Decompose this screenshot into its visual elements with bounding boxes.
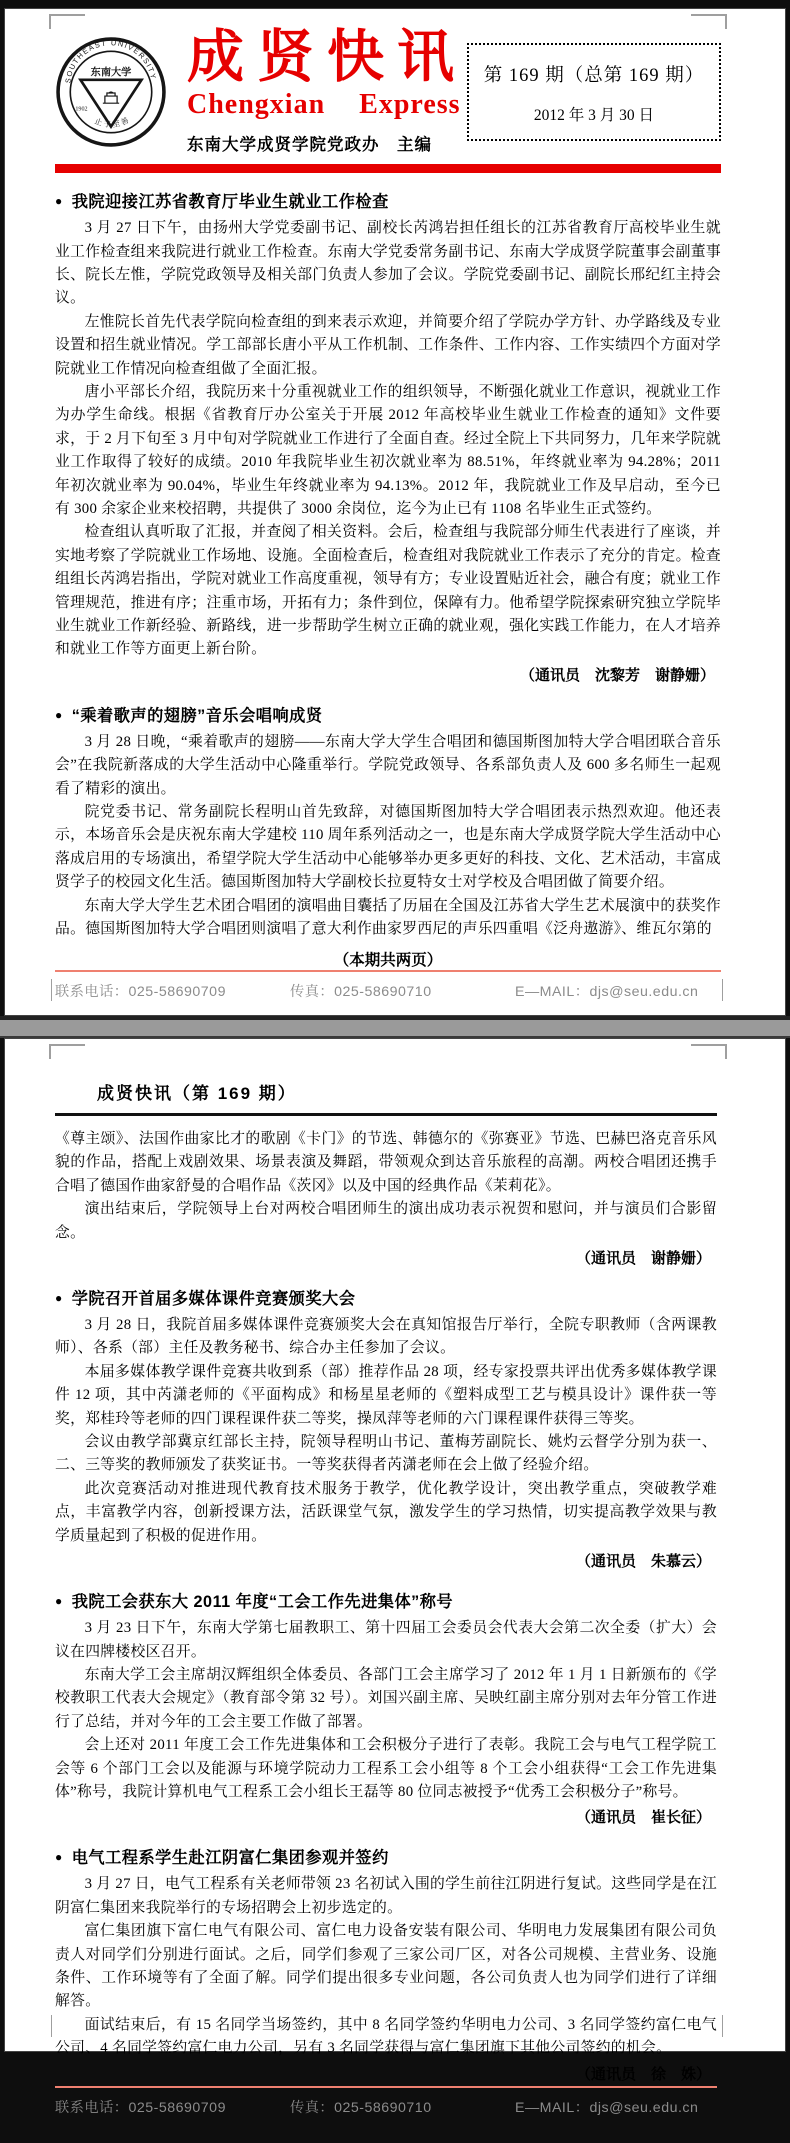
university-seal-logo (55, 36, 167, 148)
page-footer (55, 970, 721, 1027)
publisher-line: 东南大学成贤学院党政办 主编 (187, 136, 432, 155)
article-electrical-visit (55, 1831, 717, 2085)
paragraph: 唐小平部长介绍，我院历来十分重视就业工作的组织领导，不断强化就业工作意识，视就业工作为办学生命线。根据《省教育厅办公室关于开展 2012 年高校毕业生就业工作检查的通知》文件要求，于 2 月下旬至 3 月中旬对学院就业工作进行了全面自查。经过全院上下共同努力，几年来学院就业工作取得了较好的成绩。2010 年我院毕业生初次就业率为 88.51%，年终就业率为 94.28%；2011 年初次就业率为 90.04%，毕业生年终就业率为 94.13%。2012 年，我院就业工作及早启动，至今已有 300 余家企业来校招聘，共提供了 3000 余岗位，迄今为止已有 1108 名毕业生正式签约。 (55, 383, 721, 517)
issue-date: 2012 年 3 月 30 日 (533, 107, 655, 125)
paragraph: 检查组认真听取了汇报，并查阅了相关资料。会后，检查组与我院部分师生代表进行了座谈，并实地考察了学院就业工作场地、设施。全面检查后，检查组对我院就业工作表示了充分的肯定。检查组组长芮鸿岩指出，学院对就业工作高度重视，领导有方；专业设置贴近社会，融合有度；就业工作管理规范，推进有序；注重市场，开拓有力；条件到位，保障有力。他希望学院探索研究独立学院毕业生就业工作新经验、新路线，进一步帮助学生树立正确的就业观，强化实践工作能力，在人才培养和就业工作等方面更上新台阶。 (55, 524, 721, 658)
newsletter-title-cn: 成贤快讯 (187, 26, 467, 89)
article-union-honor (55, 1575, 717, 1829)
correspondent-signature: （通讯员 谢静姗） (575, 1251, 711, 1268)
article-concert (55, 689, 721, 942)
newsletter-header (55, 26, 721, 155)
correspondent-signature: （通讯员 徐 姝） (575, 2066, 711, 2083)
article-title (55, 1285, 717, 1309)
page-2 (4, 1038, 786, 2116)
paragraph: 3 月 27 日下午，由扬州大学党委副书记、副校长芮鸿岩担任组长的江苏省教育厅高校毕业生就业工作检查组来我院进行就业工作检查。东南大学党委常务副书记、东南大学成贤学院董事会副董事长、院长左惟，学院党政领导及相关部门负责人参加了会议。学院党委副书记、副院长邢纪红主持会议。 (55, 220, 721, 307)
paragraph: 本届多媒体教学课件竞赛共收到系（部）推荐作品 28 项，经专家投票共评出优秀多媒体教学课件 12 项，其中芮潇老师的《平面构成》和杨星星老师的《塑料成型工艺与模具设计》课件获一等奖，郑桂玲等老师的四门课程课件获二等奖，操凤萍等老师的六门课程课件获得三等奖。 (55, 1363, 717, 1427)
paragraph: 此次竞赛活动对推进现代教育技术服务于教学，优化教学设计，突出教学重点，突破教学难点，丰富教学内容，创新授课方法，活跃课堂气氛，激发学生的学习热情，切实提高教学效果与教学质量起到了积极的促进作用。 (55, 1480, 717, 1544)
crop-mark-top-left-icon (49, 14, 85, 29)
article-title-text: “乘着歌声的翅膀”音乐会唱响成贤 (71, 706, 323, 725)
bullet-icon: ● (55, 1291, 63, 1306)
crop-mark-bottom-right-icon (722, 2015, 723, 2037)
bullet-icon: ● (55, 1850, 63, 1865)
paragraph: 会上还对 2011 年度工会工作先进集体和工会积极分子进行了表彰。我院工会与电气工程学院工会等 6 个部门工会以及能源与环境学院动力工程系工会小组等 8 个工会小组获得“工会工作先进集体”称号，我院计算机电气工程系工会小组长王磊等 80 位同志被授予“优秀工会积极分子”称号。 (55, 1737, 717, 1800)
header-red-rule (55, 164, 721, 173)
footer-phone: 联系电话：025-58690709 (55, 2099, 226, 2116)
paragraph: 富仁集团旗下富仁电气有限公司、富仁电力设备安装有限公司、华明电力发展集团有限公司负责人对同学们分别进行面试。之后，同学们参观了三家公司厂区，对各公司规模、主营业务、设施条件、工作环境等有了全面了解。同学们提出很多专业问题，各公司负责人也为同学们进行了详细解答。 (55, 1923, 717, 2010)
seal-name-cn: 东南大学 (90, 67, 132, 79)
correspondent-signature: （通讯员 崔长征） (575, 1810, 711, 1827)
article-title (55, 188, 721, 212)
article-title (55, 702, 721, 726)
paragraph: 3 月 23 日下午，东南大学第七届教职工、第十四届工会委员会代表大会第二次全委（扩大）会议在四牌楼校区召开。 (55, 1620, 717, 1660)
footer-fax: 传真：025-58690710 (290, 983, 432, 1000)
crop-mark-top-right-icon (691, 1044, 727, 1059)
article-employment-inspection (55, 175, 721, 687)
footer-phone: 联系电话：025-58690709 (55, 983, 226, 1000)
paragraph: 东南大学大学生艺术团合唱团的演唱曲目囊括了历届在全国及江苏省大学生艺术展演中的获奖作品。德国斯图加特大学合唱团则演唱了意大利作曲家罗西尼的声乐四重唱《泛舟遨游》、维瓦尔第的 (55, 897, 721, 938)
correspondent-signature: （通讯员 沈黎芳 谢静姗） (519, 667, 715, 684)
article-title (55, 1844, 717, 1868)
article-title-text: 电气工程系学生赴江阴富仁集团参观并签约 (71, 1849, 389, 1868)
article-concert-continued (55, 1128, 717, 1270)
paragraph: 会议由教学部冀京红部长主持，院领导程明山书记、董梅芳副院长、姚灼云督学分别为获一、二、三等奖的教师颁发了获奖证书。一等奖获得者芮潇老师在会上做了经验介绍。 (55, 1434, 717, 1474)
crop-mark-bottom-left-icon (51, 979, 52, 1001)
paragraph: 《尊主颂》、法国作曲家比才的歌剧《卡门》的节选、韩德尔的《弥赛亚》节选、巴赫巴洛克音乐风貌的作品，搭配上戏剧效果、场景表演及舞蹈，带领观众到达音乐旅程的高潮。两校合唱团还携手合唱了德国作曲家舒曼的合唱作品《茨冈》以及中国的经典作品《茉莉花》。 (55, 1131, 717, 1194)
paragraph: 3 月 28 日晚，“乘着歌声的翅膀——东南大学大学生合唱团和德国斯图加特大学合唱团联合音乐会”在我院新落成的大学生活动中心隆重举行。学院党政领导、各系部负责人及 600 多名师生一起观看了精彩的演出。 (55, 733, 721, 797)
issue-box (467, 43, 721, 141)
page-footer (55, 2086, 717, 2143)
paragraph: 院党委书记、常务副院长程明山首先致辞，对德国斯图加特大学合唱团表示热烈欢迎。他还表示，本场音乐会是庆祝东南大学建校 110 周年系列活动之一，也是东南大学成贤学院大学生活动中心落成启用的专场演出，希望学院大学生活动中心能够举办更多更好的科技、文化、艺术活动，丰富成贤学子的校园文化生活。德国斯图加特大学副校长拉夏特女士对学校及合唱团做了简要介绍。 (55, 804, 721, 891)
seal-ring-text: SOUTHEAST UNIVERSITY (63, 38, 159, 84)
crop-mark-top-left-icon (49, 1044, 85, 1059)
page-count-note: （本期共两页） (333, 951, 443, 969)
running-header-rule (55, 1113, 717, 1116)
article-title-text: 我院迎接江苏省教育厅毕业生就业工作检查 (71, 193, 389, 212)
article-courseware-awards (55, 1272, 717, 1573)
correspondent-signature: （通讯员 朱慕云） (575, 1554, 711, 1571)
footer-email: E—MAIL：djs@seu.edu.cn (515, 983, 699, 1000)
paragraph: 面试结束后，有 15 名同学当场签约，其中 8 名同学签约华明电力公司、3 名同学签约富仁电气公司、4 名同学签约富仁电力公司，另有 3 名同学获得与富仁集团旗下其他公司签约的机会。 (55, 2016, 717, 2057)
newsletter-title-en: Chengxian Express (187, 89, 461, 121)
article-title-text: 我院工会获东大 2011 年度“工会工作先进集体”称号 (71, 1593, 454, 1612)
crop-mark-bottom-left-icon (51, 2015, 52, 2037)
bullet-icon: ● (55, 707, 63, 722)
paragraph: 3 月 27 日，电气工程系有关老师带领 23 名初试入围的学生前往江阴进行复试。这些同学是在江阴富仁集团来我院举行的专场招聘会上初步选定的。 (55, 1876, 717, 1916)
footer-fax: 传真：025-58690710 (290, 2099, 432, 2116)
seal-building-icon (103, 92, 119, 103)
page-1 (4, 8, 786, 1016)
paragraph: 3 月 28 日，我院首届多媒体课件竞赛颁奖大会在真知馆报告厅举行，全院专职教师（含两课教师）、各系（部）主任及教务秘书、综合办主任参加了会议。 (55, 1317, 717, 1357)
article-title (55, 1588, 717, 1612)
bullet-icon: ● (55, 194, 63, 209)
paragraph: 左惟院长首先代表学院向检查组的到来表示欢迎，并简要介绍了学院办学方针、办学路线及专业设置和招生就业情况。学工部部长唐小平从工作机制、工作条件、工作内容、工作实绩四个方面对学院就业工作情况向检查组做了全面汇报。 (55, 313, 721, 377)
issue-number: 第 169 期（总第 169 期） (483, 66, 705, 87)
running-header: 成贤快讯（第 169 期） (97, 1084, 297, 1103)
seal-motto-text: 止于至善 (93, 114, 133, 130)
paragraph: 东南大学工会主席胡汉辉组织全体委员、各部门工会主席学习了 2012 年 1 月 1 日新颁布的《学校教职工代表大会规定》（教育部令第 32 号）。刘国兴副主席、吴映红副主席分别对去年分管工作进行了总结，并对今年的工会主要工作做了部署。 (55, 1666, 717, 1730)
crop-mark-top-right-icon (691, 14, 727, 29)
footer-email: E—MAIL：djs@seu.edu.cn (515, 2099, 699, 2116)
masthead (187, 26, 467, 155)
article-title-text: 学院召开首届多媒体课件竞赛颁奖大会 (71, 1290, 356, 1309)
paragraph: 演出结束后，学院领导上台对两校合唱团师生的演出成功表示祝贺和慰问，并与演员们合影留念。 (55, 1201, 717, 1241)
seal-year: 1902 (75, 106, 88, 113)
bullet-icon: ● (55, 1594, 63, 1609)
crop-mark-bottom-right-icon (722, 979, 723, 1001)
